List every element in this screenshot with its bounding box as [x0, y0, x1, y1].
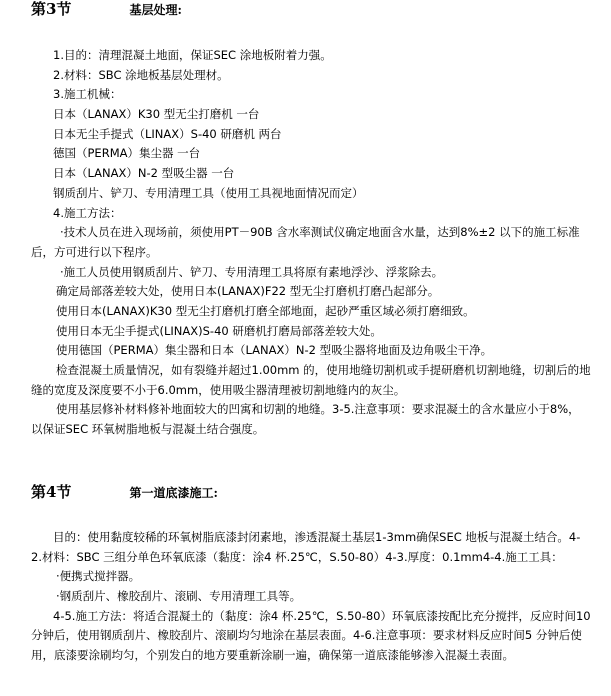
- section-4-number: 第4节: [31, 483, 72, 501]
- section-4-purpose-paragraph: 目的：使用黏度较稀的环氧树脂底漆封闭素地，渗透混凝土基层1-3mm确保SEC 地板与混凝土结合。4-2.材料：SBC 三组分单色环氧底漆（黏度：涂4 杯.25℃，S.50-80）4-3.厚度：0.1mm4-4.施工工具：: [31, 530, 581, 564]
- machinery-heading: 3.施工机械：: [53, 87, 122, 102]
- section-4-body: [31, 528, 591, 666]
- tool-item: ·钢质刮片、橡胶刮片、滚刷、专用清理工具等。: [56, 589, 302, 604]
- method-heading: 4.施工方法：: [53, 205, 122, 220]
- section-3-body: [31, 46, 591, 440]
- tool-item: ·便携式搅拌器。: [56, 569, 141, 584]
- machinery-item: 日本（LANAX）K30 型无尘打磨机 一台: [53, 107, 260, 122]
- purpose-line: 1.目的：清理混凝土地面，保证SEC 涂地板附着力强。: [53, 48, 332, 62]
- method-step: 使用德国（PERMA）集尘器和日本（LANAX）N-2 型吸尘器将地面及边角吸尘干净。: [56, 343, 493, 358]
- machinery-item: 日本（LANAX）N-2 型吸尘器 一台: [53, 166, 235, 181]
- method-step: 使用日本(LANAX)K30 型无尘打磨机打磨全部地面，起砂严重区域必须打磨细致。: [56, 303, 475, 318]
- machinery-item: 日本无尘手提式（LINAX）S-40 研磨机 两台: [53, 126, 282, 141]
- machinery-item: 钢质刮片、铲刀、专用清理工具（使用工具视地面情况而定）: [53, 185, 364, 200]
- section-4-heading: [31, 483, 218, 502]
- method-paragraph: ·技术人员在进入现场前，须使用PT－90B 含水率测试仪确定地面含水量，达到8%±2 以下的施工标准后，方可进行以下程序。: [31, 225, 580, 259]
- section-3-heading: [31, 0, 182, 19]
- method-step: 使用日本无尘手提式(LINAX)S-40 研磨机打磨局部落差较大处。: [56, 323, 382, 338]
- crack-paragraph: 检查混凝土质量情况，如有裂缝并超过1.00mm 的，使用地缝切割机或手提研磨机切割地缝，切割后的地缝的宽度及深度要不小于6.0mm，使用吸尘器清理被切割地缝内的灰尘。: [31, 363, 591, 397]
- section-4-title: 第一道底漆施工:: [129, 486, 218, 500]
- section-3-number: 第3节: [31, 0, 72, 18]
- section-4-method-paragraph: 4-5.施工方法：将适合混凝土的（黏度：涂4 杯.25℃，S.50-80）环氧底漆按配比充分搅拌，反应时间10 分钟后，使用钢质刮片、橡胶刮片、滚刷均匀地涂在基层表面。4-6.注意事项：要求材料反应时间5 分钟后使用，底漆要涂刷均匀，个别发白的地方要重新涂刷一遍，确保第一道底漆能够渗入混凝土表面。: [31, 608, 591, 663]
- repair-paragraph: 使用基层修补材料修补地面较大的凹寓和切割的地缝。3-5.注意事项：要求混凝土的含水量应小于8%，以保证SEC 环氧树脂地板与混凝土结合强度。: [31, 402, 580, 437]
- material-line: 2.材料：SBC 涂地板基层处理材。: [53, 67, 229, 82]
- method-step: ·施工人员使用钢质刮片、铲刀、专用清理工具将原有素地浮沙、浮浆除去。: [60, 264, 444, 279]
- section-3-title: 基层处理:: [129, 3, 182, 17]
- method-step: 确定局部落差较大处，使用日本(LANAX)F22 型无尘打磨机打磨凸起部分。: [56, 284, 440, 299]
- machinery-item: 德国（PERMA）集尘器 一台: [53, 146, 201, 161]
